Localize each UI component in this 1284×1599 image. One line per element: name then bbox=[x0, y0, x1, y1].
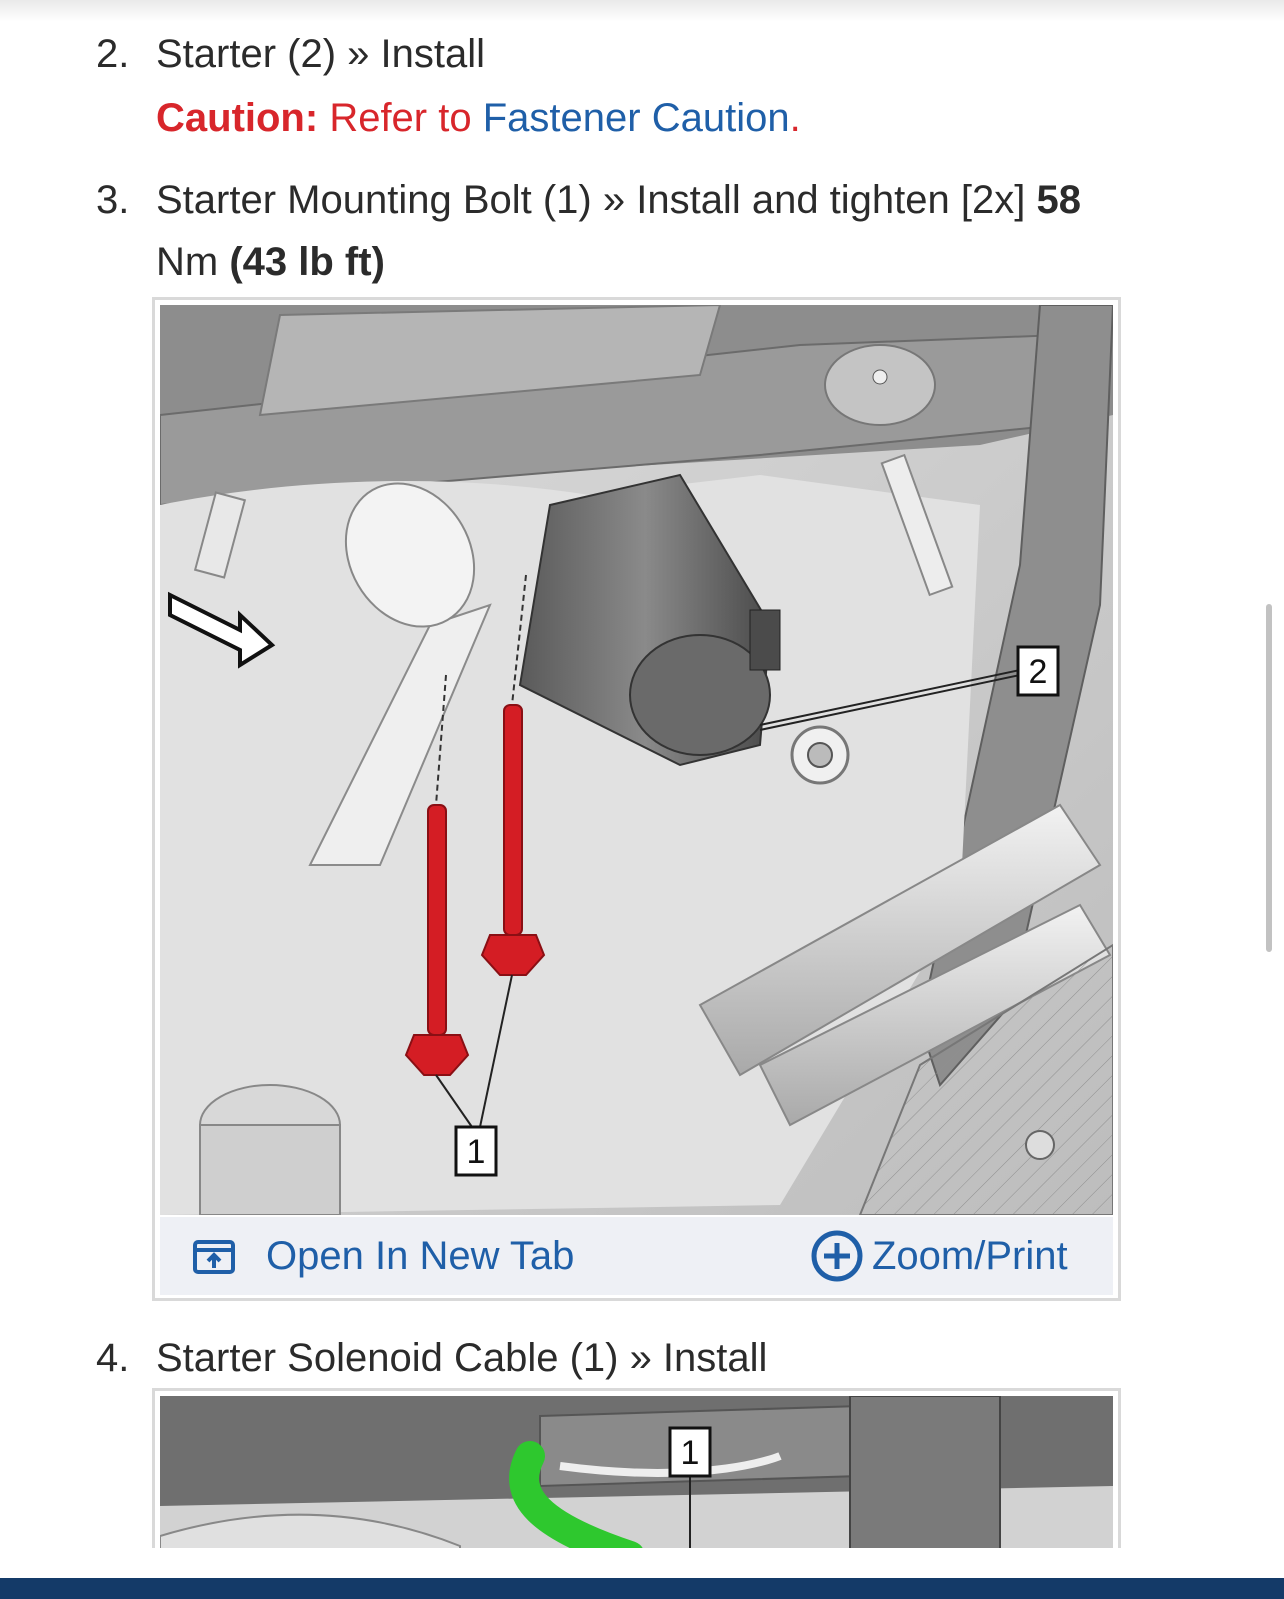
starter-drawing bbox=[160, 305, 1113, 1215]
caution-period: . bbox=[789, 96, 801, 140]
torque-unit: Nm bbox=[156, 240, 219, 284]
step-3-number: 3. bbox=[96, 178, 130, 222]
top-shadow bbox=[0, 0, 1284, 22]
caution-text: Refer to bbox=[329, 96, 472, 140]
fastener-caution-link[interactable]: Fastener Caution bbox=[482, 96, 790, 140]
starter-figure bbox=[152, 297, 1121, 1301]
step-2-number: 2. bbox=[96, 32, 130, 76]
scrollbar[interactable] bbox=[1266, 604, 1272, 952]
zoom-plus-icon bbox=[810, 1229, 864, 1283]
callout-1: 1 bbox=[466, 1133, 486, 1171]
caution-label: Caution: bbox=[156, 96, 319, 140]
open-in-new-tab-button[interactable] bbox=[192, 1217, 574, 1295]
step-4-title: Starter Solenoid Cable (1) » Install bbox=[156, 1336, 768, 1380]
step-3-title-text: Starter Mounting Bolt (1) » Install and tighten [2x] bbox=[156, 178, 1037, 222]
step-4-number: 4. bbox=[96, 1336, 130, 1380]
solenoid-illustration bbox=[160, 1396, 1113, 1548]
starter-illustration bbox=[160, 305, 1113, 1215]
figure2-callout-1: 1 bbox=[680, 1434, 700, 1472]
step-3-title bbox=[156, 169, 1156, 293]
zoom-print-button[interactable] bbox=[810, 1217, 1068, 1295]
caution-line bbox=[156, 92, 801, 144]
open-in-new-tab-icon bbox=[192, 1236, 238, 1276]
step-2-title: Starter (2) » Install bbox=[156, 32, 486, 76]
solenoid-figure bbox=[152, 1388, 1121, 1548]
torque-imperial: (43 lb ft) bbox=[229, 240, 385, 284]
figure-action-bar bbox=[160, 1217, 1113, 1295]
torque-value: 58 bbox=[1036, 178, 1081, 222]
callout-2: 2 bbox=[1028, 653, 1048, 691]
bottom-nav-bar bbox=[0, 1578, 1284, 1599]
solenoid-drawing bbox=[160, 1396, 1113, 1548]
zoom-print-label: Zoom/Print bbox=[872, 1233, 1068, 1278]
open-in-new-tab-label: Open In New Tab bbox=[266, 1233, 575, 1278]
